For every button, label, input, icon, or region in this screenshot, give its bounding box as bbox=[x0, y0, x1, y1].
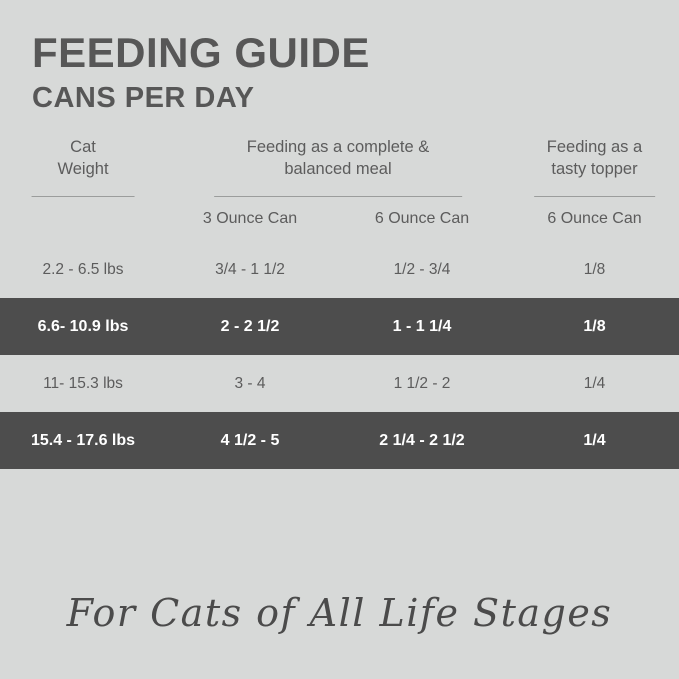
sub-header-blank bbox=[0, 197, 166, 241]
group-header-balanced-meal-line1: Feeding as a complete & bbox=[246, 138, 430, 156]
group-header-cat-weight-line1: Cat bbox=[70, 138, 96, 156]
table-group-header-row bbox=[0, 135, 679, 197]
table-row bbox=[0, 241, 679, 298]
row-3oz-meal: 2 - 2 1/2 bbox=[220, 317, 280, 335]
row-3oz-meal: 3/4 - 1 1/2 bbox=[215, 260, 285, 278]
row-6oz-meal: 2 1/4 - 2 1/2 bbox=[379, 431, 465, 449]
row-6oz-meal: 1/2 - 3/4 bbox=[393, 260, 451, 278]
row-6oz-topper: 1/8 bbox=[583, 317, 606, 335]
row-6oz-topper: 1/4 bbox=[583, 374, 606, 392]
table-row bbox=[0, 412, 679, 469]
row-weight: 11- 15.3 lbs bbox=[43, 374, 123, 392]
row-6oz-topper: 1/8 bbox=[583, 260, 606, 278]
group-header-cat-weight bbox=[0, 135, 166, 197]
group-header-tasty-topper-line1: Feeding as a bbox=[546, 138, 643, 156]
group-header-cat-weight-line2: Weight bbox=[57, 159, 109, 178]
table-sub-header-row bbox=[0, 197, 679, 241]
row-3oz-meal: 4 1/2 - 5 bbox=[220, 431, 280, 449]
footer-tagline bbox=[0, 591, 679, 635]
row-weight: 6.6- 10.9 lbs bbox=[37, 317, 129, 335]
row-weight: 15.4 - 17.6 lbs bbox=[30, 431, 136, 449]
group-header-tasty-topper-line2: tasty topper bbox=[551, 159, 638, 178]
table-row bbox=[0, 298, 679, 355]
sub-header-6oz-topper: 6 Ounce Can bbox=[547, 210, 642, 227]
row-3oz-meal: 3 - 4 bbox=[234, 374, 266, 392]
row-6oz-meal: 1 1/2 - 2 bbox=[393, 374, 451, 392]
row-6oz-topper: 1/4 bbox=[583, 431, 606, 449]
page-title: FEEDING GUIDE bbox=[32, 29, 370, 76]
group-header-balanced-meal bbox=[166, 135, 510, 197]
sub-header-6oz-meal: 6 Ounce Can bbox=[374, 210, 470, 227]
table-row bbox=[0, 355, 679, 412]
group-header-balanced-meal-line2: balanced meal bbox=[284, 159, 392, 178]
group-header-tasty-topper bbox=[510, 135, 679, 197]
page-subtitle: CANS PER DAY bbox=[32, 82, 255, 114]
title-block bbox=[0, 0, 679, 113]
footer-tagline-text: For Cats of All Life Stages bbox=[66, 591, 613, 635]
row-weight: 2.2 - 6.5 lbs bbox=[42, 260, 124, 278]
sub-header-3oz-meal: 3 Ounce Can bbox=[202, 210, 298, 227]
row-6oz-meal: 1 - 1 1/4 bbox=[392, 317, 452, 335]
feeding-table bbox=[0, 135, 679, 469]
